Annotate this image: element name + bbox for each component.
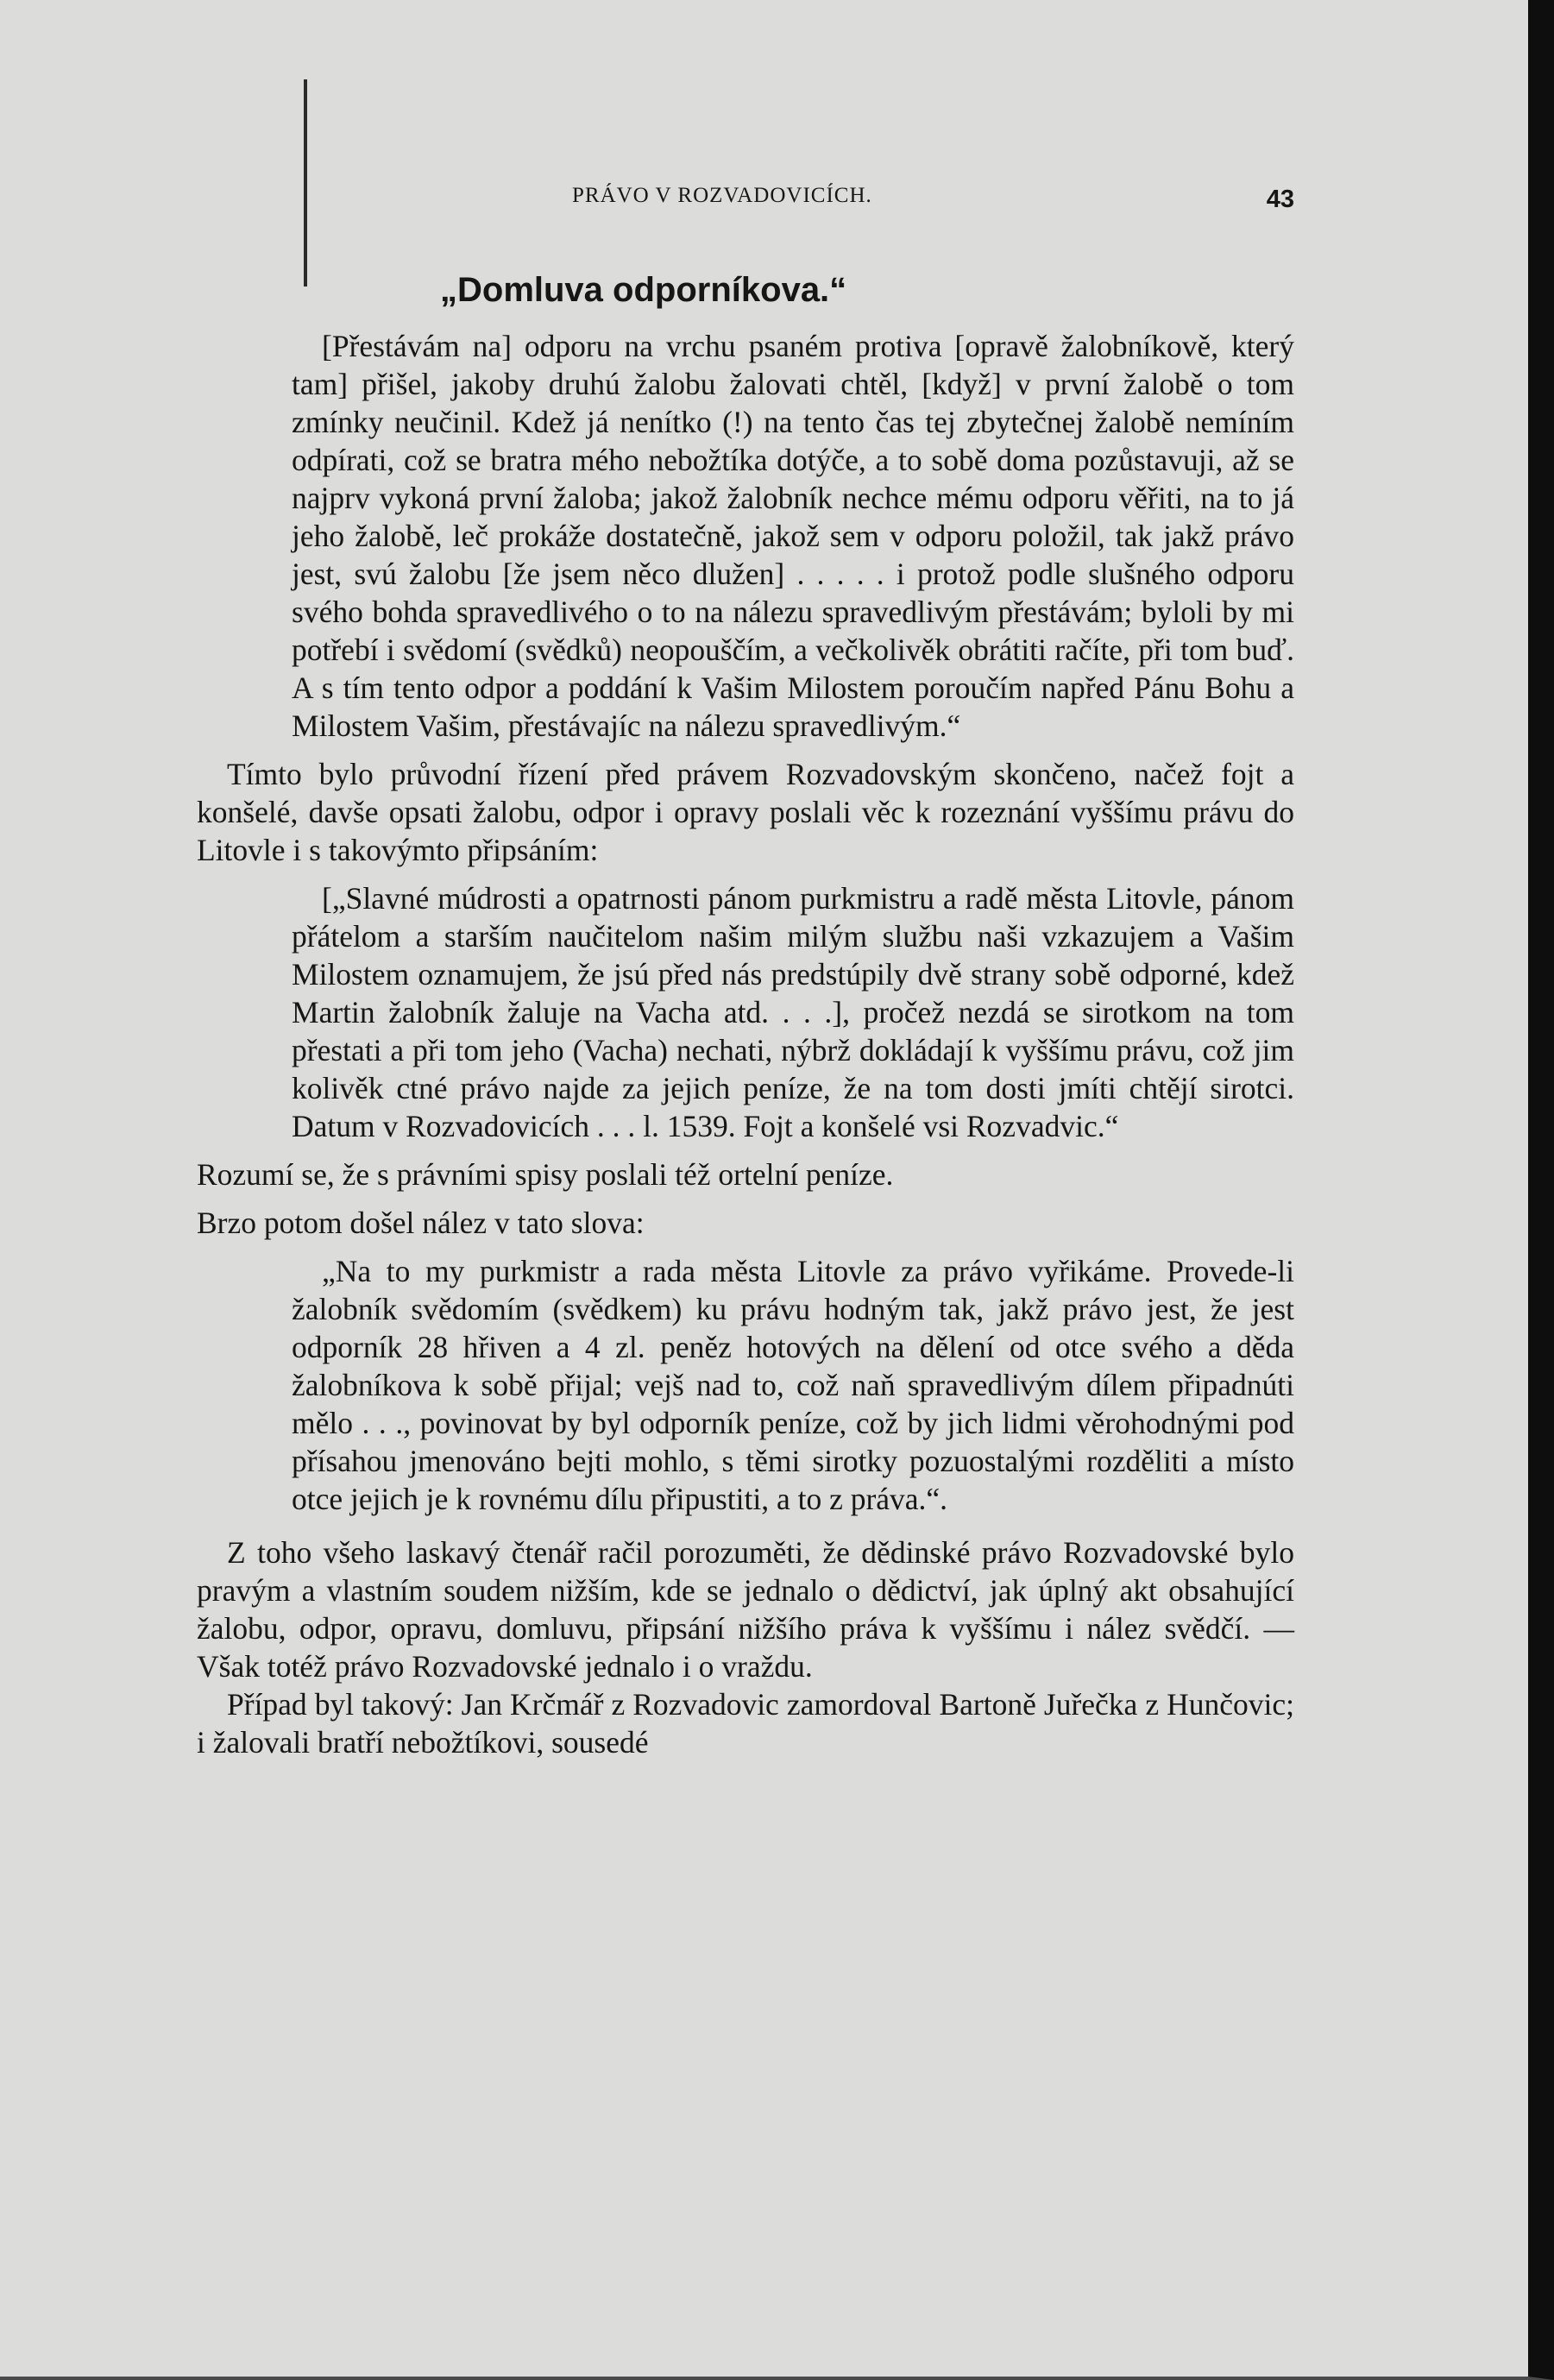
- body-paragraph: Tímto bylo průvodní řízení před právem Rozvadovským skončeno, načež fojt a konšelé, davše opsati žalobu, odpor i opravy poslali věc k rozeznání vyššímu právu do Litovle i s takovýmto připsáním:: [197, 757, 1294, 867]
- body-paragraph: Brzo potom došel nález v tato slova:: [197, 1206, 645, 1240]
- quoted-letter-paragraph: [„Slavné múdrosti a opatrnosti pánom purkmistru a radě města Litovle, pánom přátelom a starším naučitelom našim milým službu naši vzkazujem a Vašim Milostem oznamujem, že jsú před nás predstúpily dvě strany sobě odporné, kdež Martin žalobník žaluje na Vacha atd. . . .], pročež nezdá se sirotkom na tom přestati a při tom jeho (Vacha) nechati, nýbrž dokládají k vyššímu právu, což jim kolivěk ctné právo najde za jejich peníze, že na tom dosti jmíti chtějí sirotci. Datum v Rozvadovicích . . . l. 1539. Fojt a konšelé vsi Rozvadvic.“: [292, 881, 1294, 1143]
- quoted-reply-paragraph: [Přestávám na] odporu na vrchu psaném protiva [opravě žalobníkově, který tam] přišel, jakoby druhú žalobu žalovati chtěl, [když] v první žalobě o tom zmínky neučinil. Kdež já nenítko (!) na tento čas tej zbytečnej žalobě nemíním odpírati, což se bratra mého nebožtíka dotýče, a to sobě doma pozůstavuji, až se najprv vykoná první žaloba; jakož žalobník nechce mému odporu věřiti, na to já jeho žalobě, leč prokáže dostatečně, jakož sem v odporu položil, tak jakž právo jest, svú žalobu [že jsem něco dlužen] . . . . . i protož podle slušného odporu svého bohda spravedlivého o to na nálezu spravedlivým přestávám; byloli by mi potřebí i svědomí (svědků) neopouščím, a večkolivěk obrátiti račíte, při tom buď. A s tím tento odpor a poddání k Vašim Milostem poroučím napřed Pánu Bohu a Milostem Vašim, přestávajíc na nálezu spravedlivým.“: [292, 329, 1294, 743]
- quoted-verdict-paragraph: „Na to my purkmistr a rada města Litovle za právo vyřikáme. Provede-li žalobník svědomím (svědkem) ku právu hodným tak, jakž právo jest, že jest odporník 28 hřiven a 4 zl. peněz hotových na dělení od otce svého a děda žalobníkova k sobě přijal; vejš nad to, což naň spravedlivým dílem připadnúti mělo . . ., povinovat by byl odporník peníze, což by jich lidmi věrohodnými pod přísahou jmenováno bejti mohlo, s těmi sirotky pozuostalými rozděliti a místo otce jejich je k rovnému dílu připustiti, a to z práva.“.: [292, 1254, 1294, 1516]
- body-paragraph: Z toho všeho laskavý čtenář račil porozuměti, že dědinské právo Rozvadovské bylo pravým a vlastním soudem nižším, kde se jednalo o dědictví, jak úplný akt obsahující žalobu, odpor, opravu, domluvu, připsání nižšího práva k vyššímu i nález svědčí. — Však totéž právo Rozvadovské jednalo i o vraždu.: [197, 1535, 1294, 1684]
- running-header: [197, 177, 1294, 229]
- running-title: PRÁVO V ROZVADOVICÍCH.: [572, 184, 872, 207]
- body-paragraph: Rozumí se, že s právními spisy poslali též ortelní peníze.: [197, 1157, 894, 1192]
- document-page: [197, 177, 1294, 1761]
- page-number: 43: [1266, 186, 1294, 213]
- section-title: „Domluva odporníkova.“: [440, 271, 847, 309]
- body-paragraph: Případ byl takový: Jan Krčmář z Rozvadovic zamordoval Bartoně Juřečka z Hunčovic; i žalovali bratří nebožtíkovi, sousedé: [197, 1687, 1294, 1760]
